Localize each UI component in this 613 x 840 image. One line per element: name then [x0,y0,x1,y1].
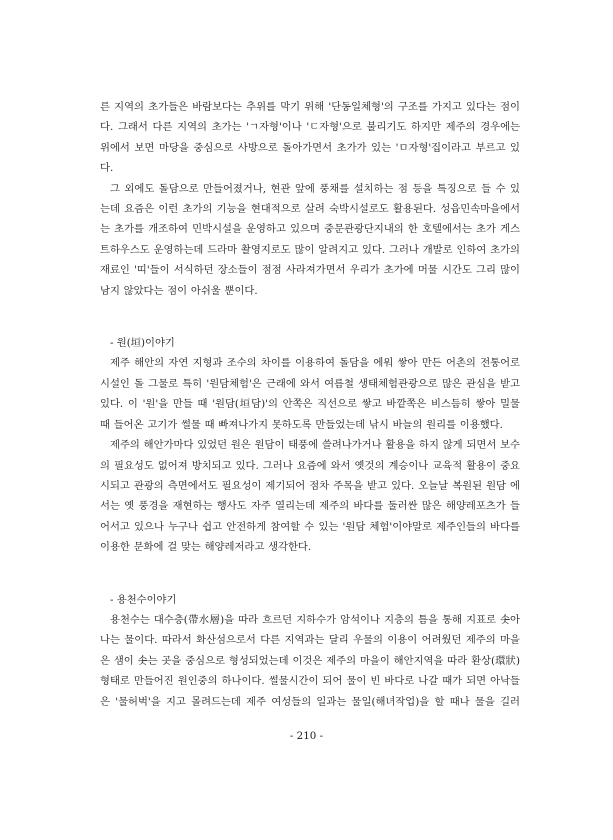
section-spacer [100,301,520,333]
section-spacer [100,558,520,590]
page-number: - 210 - [289,730,324,742]
paragraph: 제주의 해안가마다 있었던 원은 원담이 태풍에 쓸려나가거나 활용을 하지 않게 되면서 보수의 필요성도 없어져 방치되고 있다. 그러나 요즘에 와서 옛것의 계승이나 교육적 활용이 중요시되고 관광의 측면에서도 필요성이 제기되어 점차 주목을 받고 있다. 오늘날 복원된 원담 에서는 옛 풍경을 재현하는 행사도 자주 열리는데 제주의 바다를 둘러싼 많은 해양레포츠가 들어서고 있으나 누구나 쉽고 안전하게 참여할 수 있는 '원담 체험'이야말로 제주인들의 바다를 이용한 문화에 걸 맞는 해양레저라고 생각한다. [100,439,520,554]
body-text [100,97,520,712]
section-heading: - 원(垣)이야기 [110,337,175,350]
paragraph: 그 외에도 돌담으로 만들어졌거나, 현관 앞에 풍채를 설치하는 점 등을 특징으로 들 수 있는데 요즘은 이런 초가의 기능을 현대적으로 살려 숙박시설로도 활용된다. 성읍민속마을에서는 초가를 개조하여 민박시설을 운영하고 있으며 중문관광단지내의 한 호텔에서는 초가 게스트하우스도 운영하는데 드라마 촬영지로도 많이 알려지고 있다. 그러나 개발로 인하여 초가의 재료인 '띠'들이 서식하던 장소들이 점점 사라져가면서 우리가 초가에 머물 시간도 그리 많이 남지 않았다는 점이 아쉬울 뿐이다. [100,182,520,297]
section-heading: - 용천수이야기 [110,593,177,606]
paragraph: 용천수는 대수층(帶水層)을 따라 흐르던 지하수가 암석이나 지층의 틈을 통해 지표로 솟아나는 물이다. 따라서 화산섬으로서 다른 지역과는 달리 우물의 이용이 어려웠던 제주의 마을은 샘이 솟는 곳을 중심으로 형성되었는데 이것은 제주의 마을이 해안지역을 따라 환상(環狀)형태로 만들어진 원인중의 하나이다. 썰물시간이 되어 물이 빈 바다로 나갈 때가 되면 아낙들은 '물허벅'을 지고 몰려드는데 제주 여성들의 일과는 물일(해녀작업)을 할 때나 물을 길러 [100,613,520,708]
paragraph: 제주 해안의 자연 지형과 조수의 차이를 이용하여 돌담을 에워 쌓아 만든 어촌의 전통어로시설인 돌 그물로 특히 '원담체험'은 근래에 와서 여름철 생태체험관광으로 많은 관심을 받고 있다. 이 '원'을 만들 때 '원담(垣담)'의 안쪽은 직선으로 쌓고 바깥쪽은 비스듬히 쌓아 밀물 때 들어온 고기가 썰물 때 빠져나가지 못하도록 만들었는데 낚시 바늘의 원리를 이용했다. [100,357,520,431]
paragraph: 른 지역의 초가들은 바람보다는 추위를 막기 위해 '단동일체형'의 구조를 가지고 있다는 점이다. 그래서 다른 지역의 초가는 'ㄱ자형'이나 'ㄷ자형'으로 불리기도 하지만 제주의 경우에는 위에서 보면 마당을 중심으로 사방으로 돌아가면서 초가가 있는 'ㅁ자형'집이라고 부르고 있다. [100,101,520,175]
